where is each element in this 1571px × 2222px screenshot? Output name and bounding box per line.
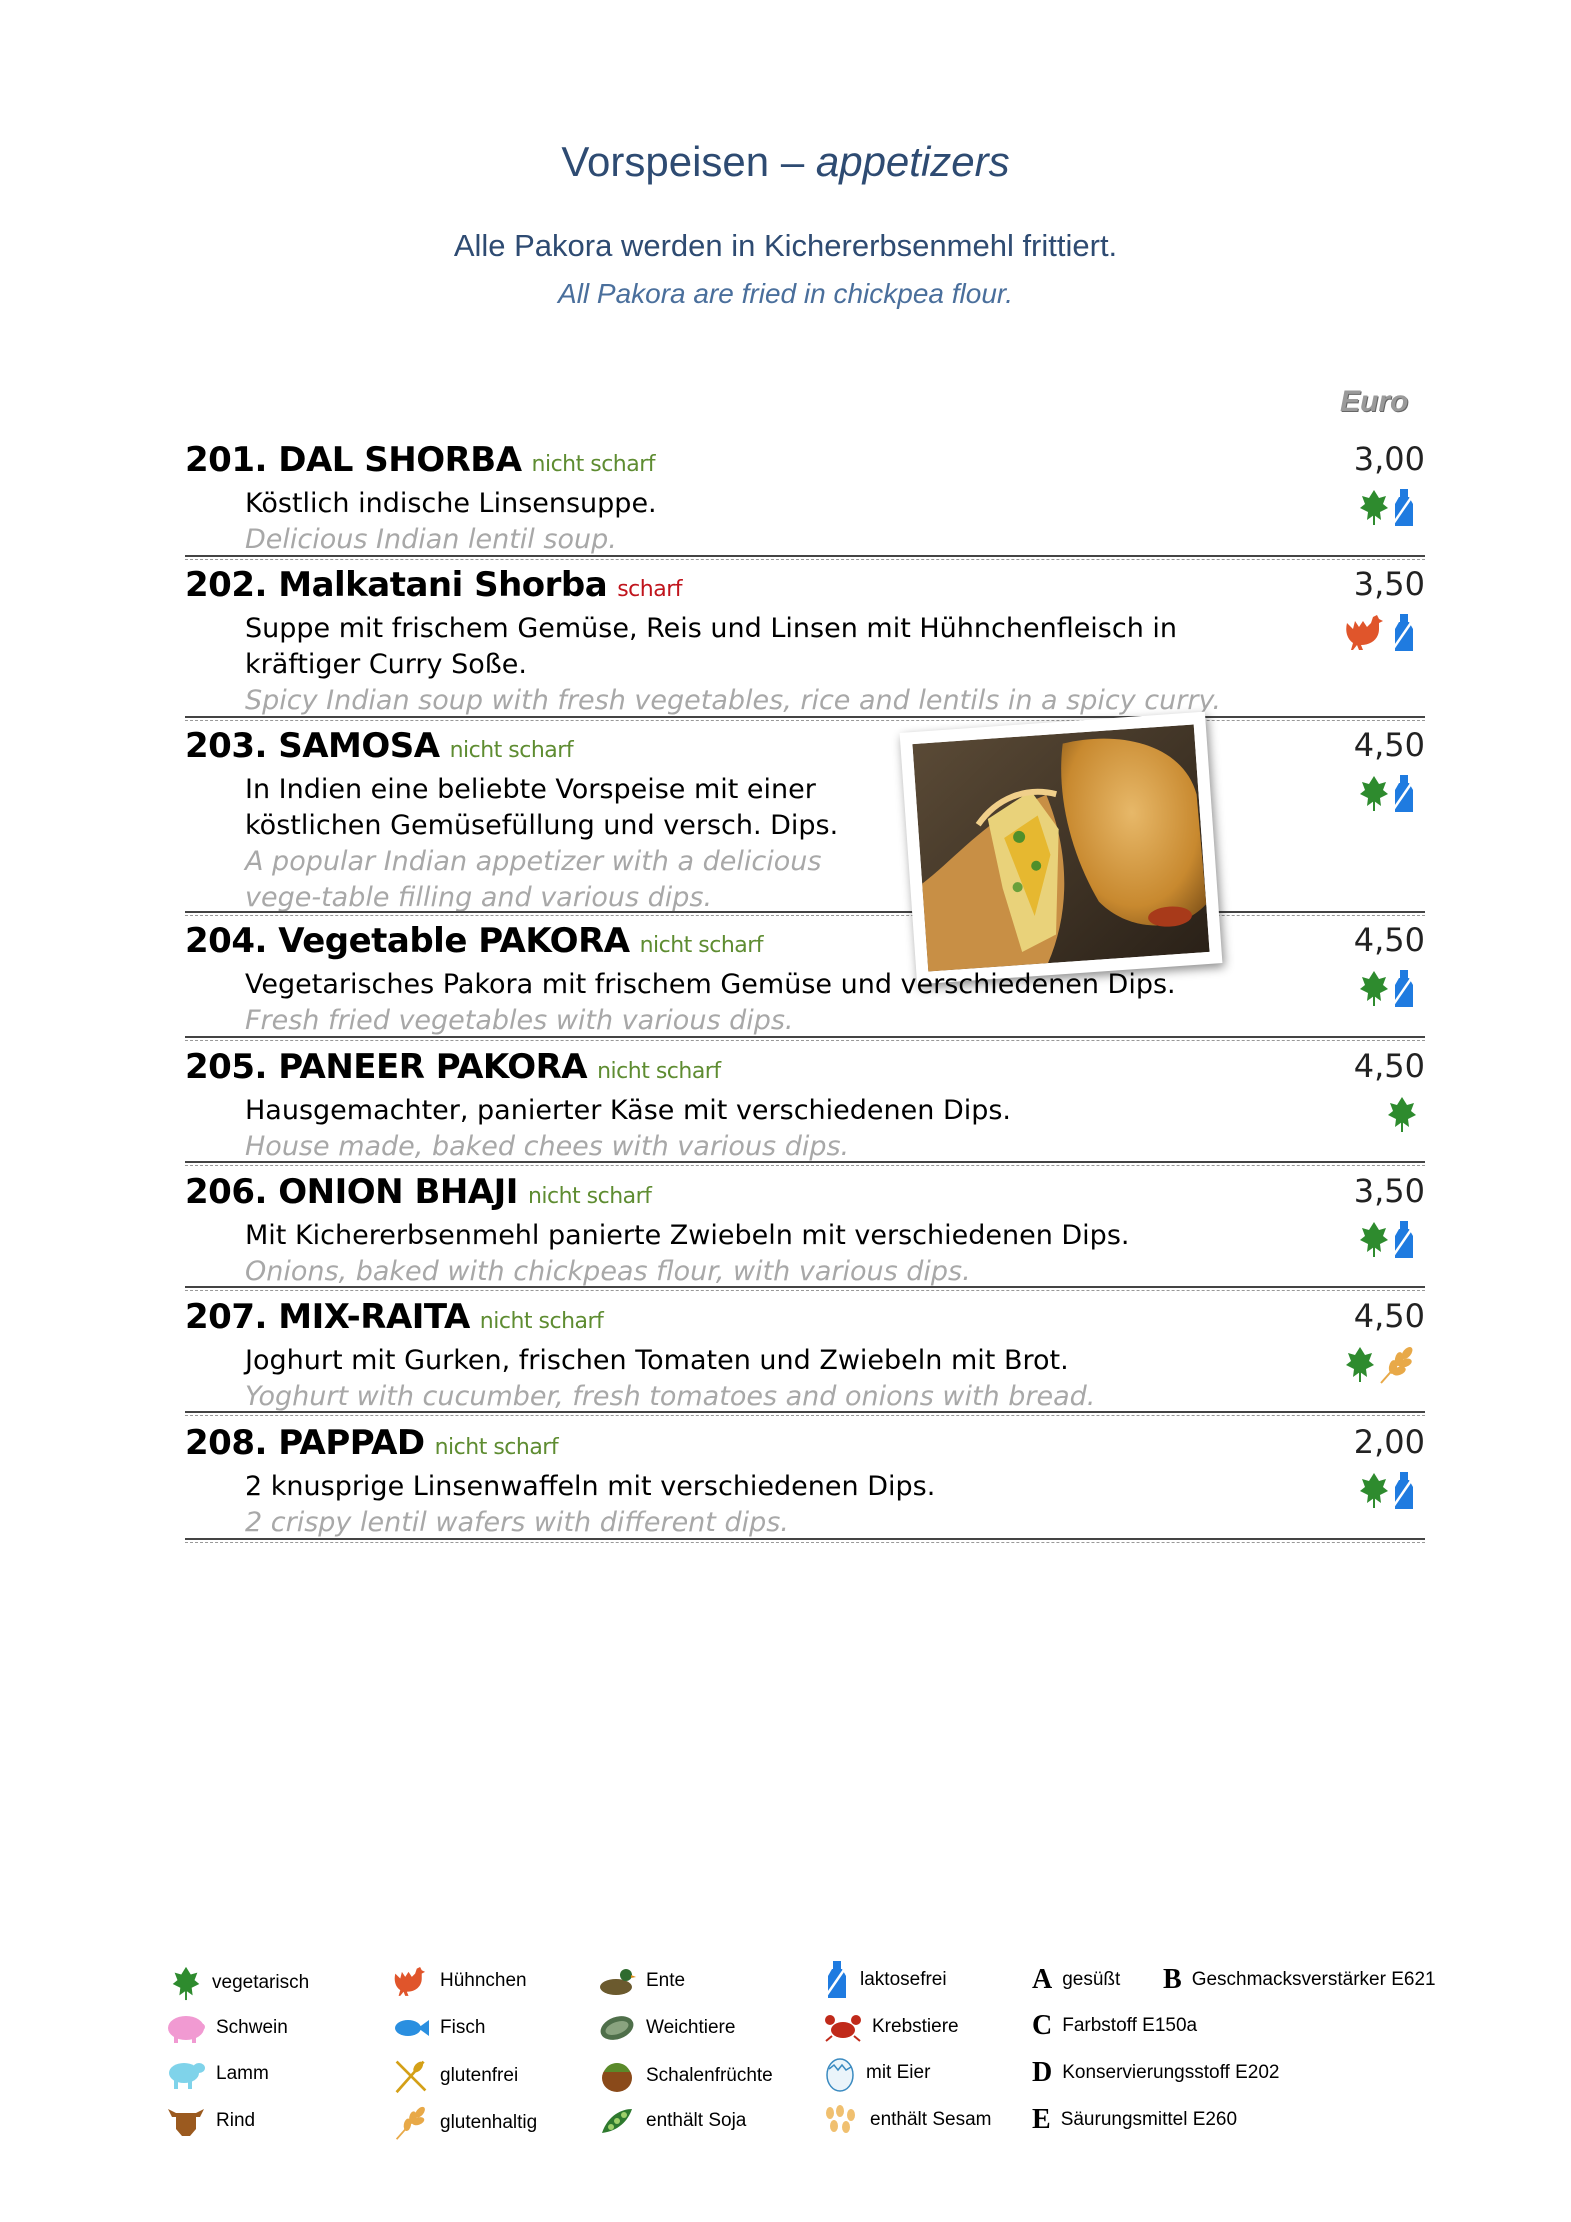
wheat-icon	[392, 2105, 430, 2141]
leaf-icon	[1359, 969, 1389, 1007]
item-description-de: Vegetarisches Pakora mit frischem Gemüse und verschiedenen Dips.	[245, 969, 1176, 1000]
milk-bottle-icon	[1391, 488, 1417, 528]
legend-item-crustaceans: Krebstiere	[824, 2012, 959, 2042]
legend-item-pork: Schwein	[166, 2012, 288, 2044]
item-icons	[1359, 488, 1417, 528]
separator	[185, 1411, 1425, 1413]
item-description-de: Köstlich indische Linsensuppe.	[245, 488, 657, 519]
legend-item-fish: Fisch	[392, 2012, 485, 2044]
item-price: 3,50	[1353, 1172, 1425, 1210]
page-title: Vorspeisen – appetizers	[561, 138, 1010, 185]
item-heading: 201. DAL SHORBA nicht scharf	[185, 440, 656, 480]
item-price: 3,50	[1353, 565, 1425, 603]
menu-item-206	[185, 1172, 1425, 1290]
mussel-icon	[598, 2012, 636, 2044]
wheat-icon	[1377, 1345, 1417, 1385]
leaf-icon	[170, 1965, 202, 2001]
separator	[185, 1538, 1425, 1540]
legend-item-gluten: glutenhaltig	[392, 2105, 537, 2141]
leaf-icon	[1359, 488, 1389, 526]
item-description-de: In Indien eine beliebte Vorspeise mit einer köstlichen Gemüsefüllung und versch. Dips.	[245, 774, 839, 841]
item-description-en: Yoghurt with cucumber, fresh tomatoes and onions with bread.	[245, 1381, 1096, 1412]
item-description-en: Fresh fried vegetables with various dips.	[245, 1005, 794, 1036]
item-price: 2,00	[1353, 1423, 1425, 1461]
item-icons	[1359, 969, 1417, 1009]
item-heading: 205. PANEER PAKORA nicht scharf	[185, 1047, 721, 1087]
item-description-en: Spicy Indian soup with fresh vegetables, rice and lentils in a spicy curry.	[245, 685, 1221, 716]
milk-bottle-icon	[1391, 969, 1417, 1009]
subtitle-english: All Pakora are fried in chickpea flour.	[558, 278, 1013, 309]
pig-icon	[166, 2012, 206, 2044]
fish-icon	[392, 2012, 430, 2044]
spice-level: nicht scharf	[597, 1059, 721, 1084]
item-icons	[1359, 774, 1417, 814]
spice-level: nicht scharf	[639, 933, 764, 958]
legend-item-molluscs: Weichtiere	[598, 2012, 735, 2044]
leaf-icon	[1359, 1471, 1389, 1509]
item-price: 4,50	[1353, 1047, 1425, 1085]
legend-item-lactose-free: laktosefrei	[824, 1960, 947, 2000]
leaf-icon	[1359, 774, 1389, 812]
item-heading: 203. SAMOSA nicht scharf	[185, 726, 574, 766]
separator	[185, 555, 1425, 557]
menu-item-201	[185, 440, 1425, 558]
item-description-de: Mit Kichererbsenmehl panierte Zwiebeln mit verschiedenen Dips.	[245, 1220, 1130, 1251]
menu-item-208	[185, 1423, 1425, 1541]
legend-code-c: C Farbstoff E150a	[1032, 2010, 1198, 2041]
legend-item-beef: Rind	[166, 2105, 255, 2137]
legend-item-duck: Ente	[598, 1965, 685, 1997]
egg-icon	[824, 2053, 856, 2093]
item-icons	[1387, 1095, 1417, 1133]
separator	[185, 911, 1425, 913]
leaf-icon	[1345, 1345, 1375, 1383]
legend-item-lamb: Lamm	[166, 2058, 269, 2090]
item-price: 4,50	[1353, 726, 1425, 764]
item-icons	[1359, 1471, 1417, 1511]
item-description-en: House made, baked chees with various dips.	[245, 1131, 850, 1162]
duck-icon	[598, 1965, 636, 1997]
item-heading: 207. MIX-RAITA nicht scharf	[185, 1297, 604, 1337]
legend-code-a: A gesüßt	[1032, 1964, 1121, 1995]
spice-level: nicht scharf	[449, 738, 574, 763]
item-icons	[1359, 1220, 1417, 1260]
menu-item-204	[185, 921, 1425, 1039]
legend-item-sesame: enthält Sesam	[824, 2105, 991, 2135]
item-heading: 208. PAPPAD nicht scharf	[185, 1423, 559, 1463]
item-description-de: 2 knusprige Linsenwaffeln mit verschiedenen Dips.	[245, 1471, 936, 1502]
leaf-icon	[1387, 1095, 1417, 1133]
milk-bottle-icon	[1391, 613, 1417, 653]
separator	[185, 1036, 1425, 1038]
milk-bottle-icon	[1391, 1471, 1417, 1511]
legend-item-nuts: Schalenfrüchte	[598, 2058, 773, 2094]
wheat-crossed-icon	[392, 2058, 430, 2094]
item-icons	[1345, 1345, 1417, 1385]
legend-code-e: E Säurungsmittel E260	[1032, 2104, 1238, 2135]
leaf-icon	[1359, 1220, 1389, 1258]
legend-item-soy: enthält Soja	[598, 2105, 746, 2137]
menu-item-207	[185, 1297, 1425, 1415]
spice-level: nicht scharf	[434, 1435, 559, 1460]
currency-label: Euro	[1340, 385, 1409, 418]
separator	[185, 716, 1425, 718]
item-description-en: Onions, baked with chickpeas flour, with various dips.	[245, 1256, 971, 1287]
legend-item-chicken: Hühnchen	[392, 1965, 527, 1997]
item-price: 3,00	[1353, 440, 1425, 478]
spice-level: nicht scharf	[527, 1184, 652, 1209]
menu-item-202	[185, 565, 1425, 719]
subtitle-german: Alle Pakora werden in Kichererbsenmehl frittiert.	[453, 228, 1118, 263]
menu-item-205	[185, 1047, 1425, 1165]
item-heading: 204. Vegetable PAKORA nicht scharf	[185, 921, 764, 961]
item-price: 4,50	[1353, 921, 1425, 959]
milk-bottle-icon	[1391, 1220, 1417, 1260]
nut-icon	[598, 2058, 636, 2094]
spice-level: scharf	[617, 577, 682, 602]
soybean-icon	[598, 2105, 636, 2137]
legend-item-vegetarian: vegetarisch	[170, 1965, 309, 2001]
item-price: 4,50	[1353, 1297, 1425, 1335]
menu-item-203	[185, 726, 1425, 916]
legend-item-eggs: mit Eier	[824, 2053, 930, 2093]
item-description-de: Joghurt mit Gurken, frischen Tomaten und Zwiebeln mit Brot.	[245, 1345, 1069, 1376]
separator	[185, 1161, 1425, 1163]
separator	[185, 1286, 1425, 1288]
milk-bottle-icon	[824, 1960, 850, 2000]
legend-code-d: D Konservierungsstoff E202	[1032, 2057, 1280, 2088]
cow-icon	[166, 2105, 206, 2137]
spice-level: nicht scharf	[479, 1309, 604, 1334]
crab-icon	[824, 2012, 862, 2042]
item-description-de: Hausgemachter, panierter Käse mit verschiedenen Dips.	[245, 1095, 1012, 1126]
sesame-icon	[824, 2105, 860, 2135]
item-description-en: A popular Indian appetizer with a delicious vege-table filling and various dips.	[245, 846, 822, 913]
sheep-icon	[166, 2058, 206, 2090]
milk-bottle-icon	[1391, 774, 1417, 814]
item-description-en: 2 crispy lentil wafers with different dips.	[245, 1507, 789, 1538]
legend-code-b: B Geschmacksverstärker E621	[1163, 1964, 1436, 1995]
chicken-icon	[392, 1965, 430, 1997]
item-description-en: Delicious Indian lentil soup.	[245, 524, 617, 555]
item-heading: 202. Malkatani Shorba scharf	[185, 565, 682, 605]
item-icons	[1343, 613, 1417, 653]
spice-level: nicht scharf	[531, 452, 656, 477]
chicken-icon	[1343, 613, 1389, 651]
item-description-de: Suppe mit frischem Gemüse, Reis und Linsen mit Hühnchenfleisch in kräftiger Curry Soße.	[245, 613, 1178, 680]
item-heading: 206. ONION BHAJI nicht scharf	[185, 1172, 652, 1212]
legend-item-gluten-free: glutenfrei	[392, 2058, 518, 2094]
